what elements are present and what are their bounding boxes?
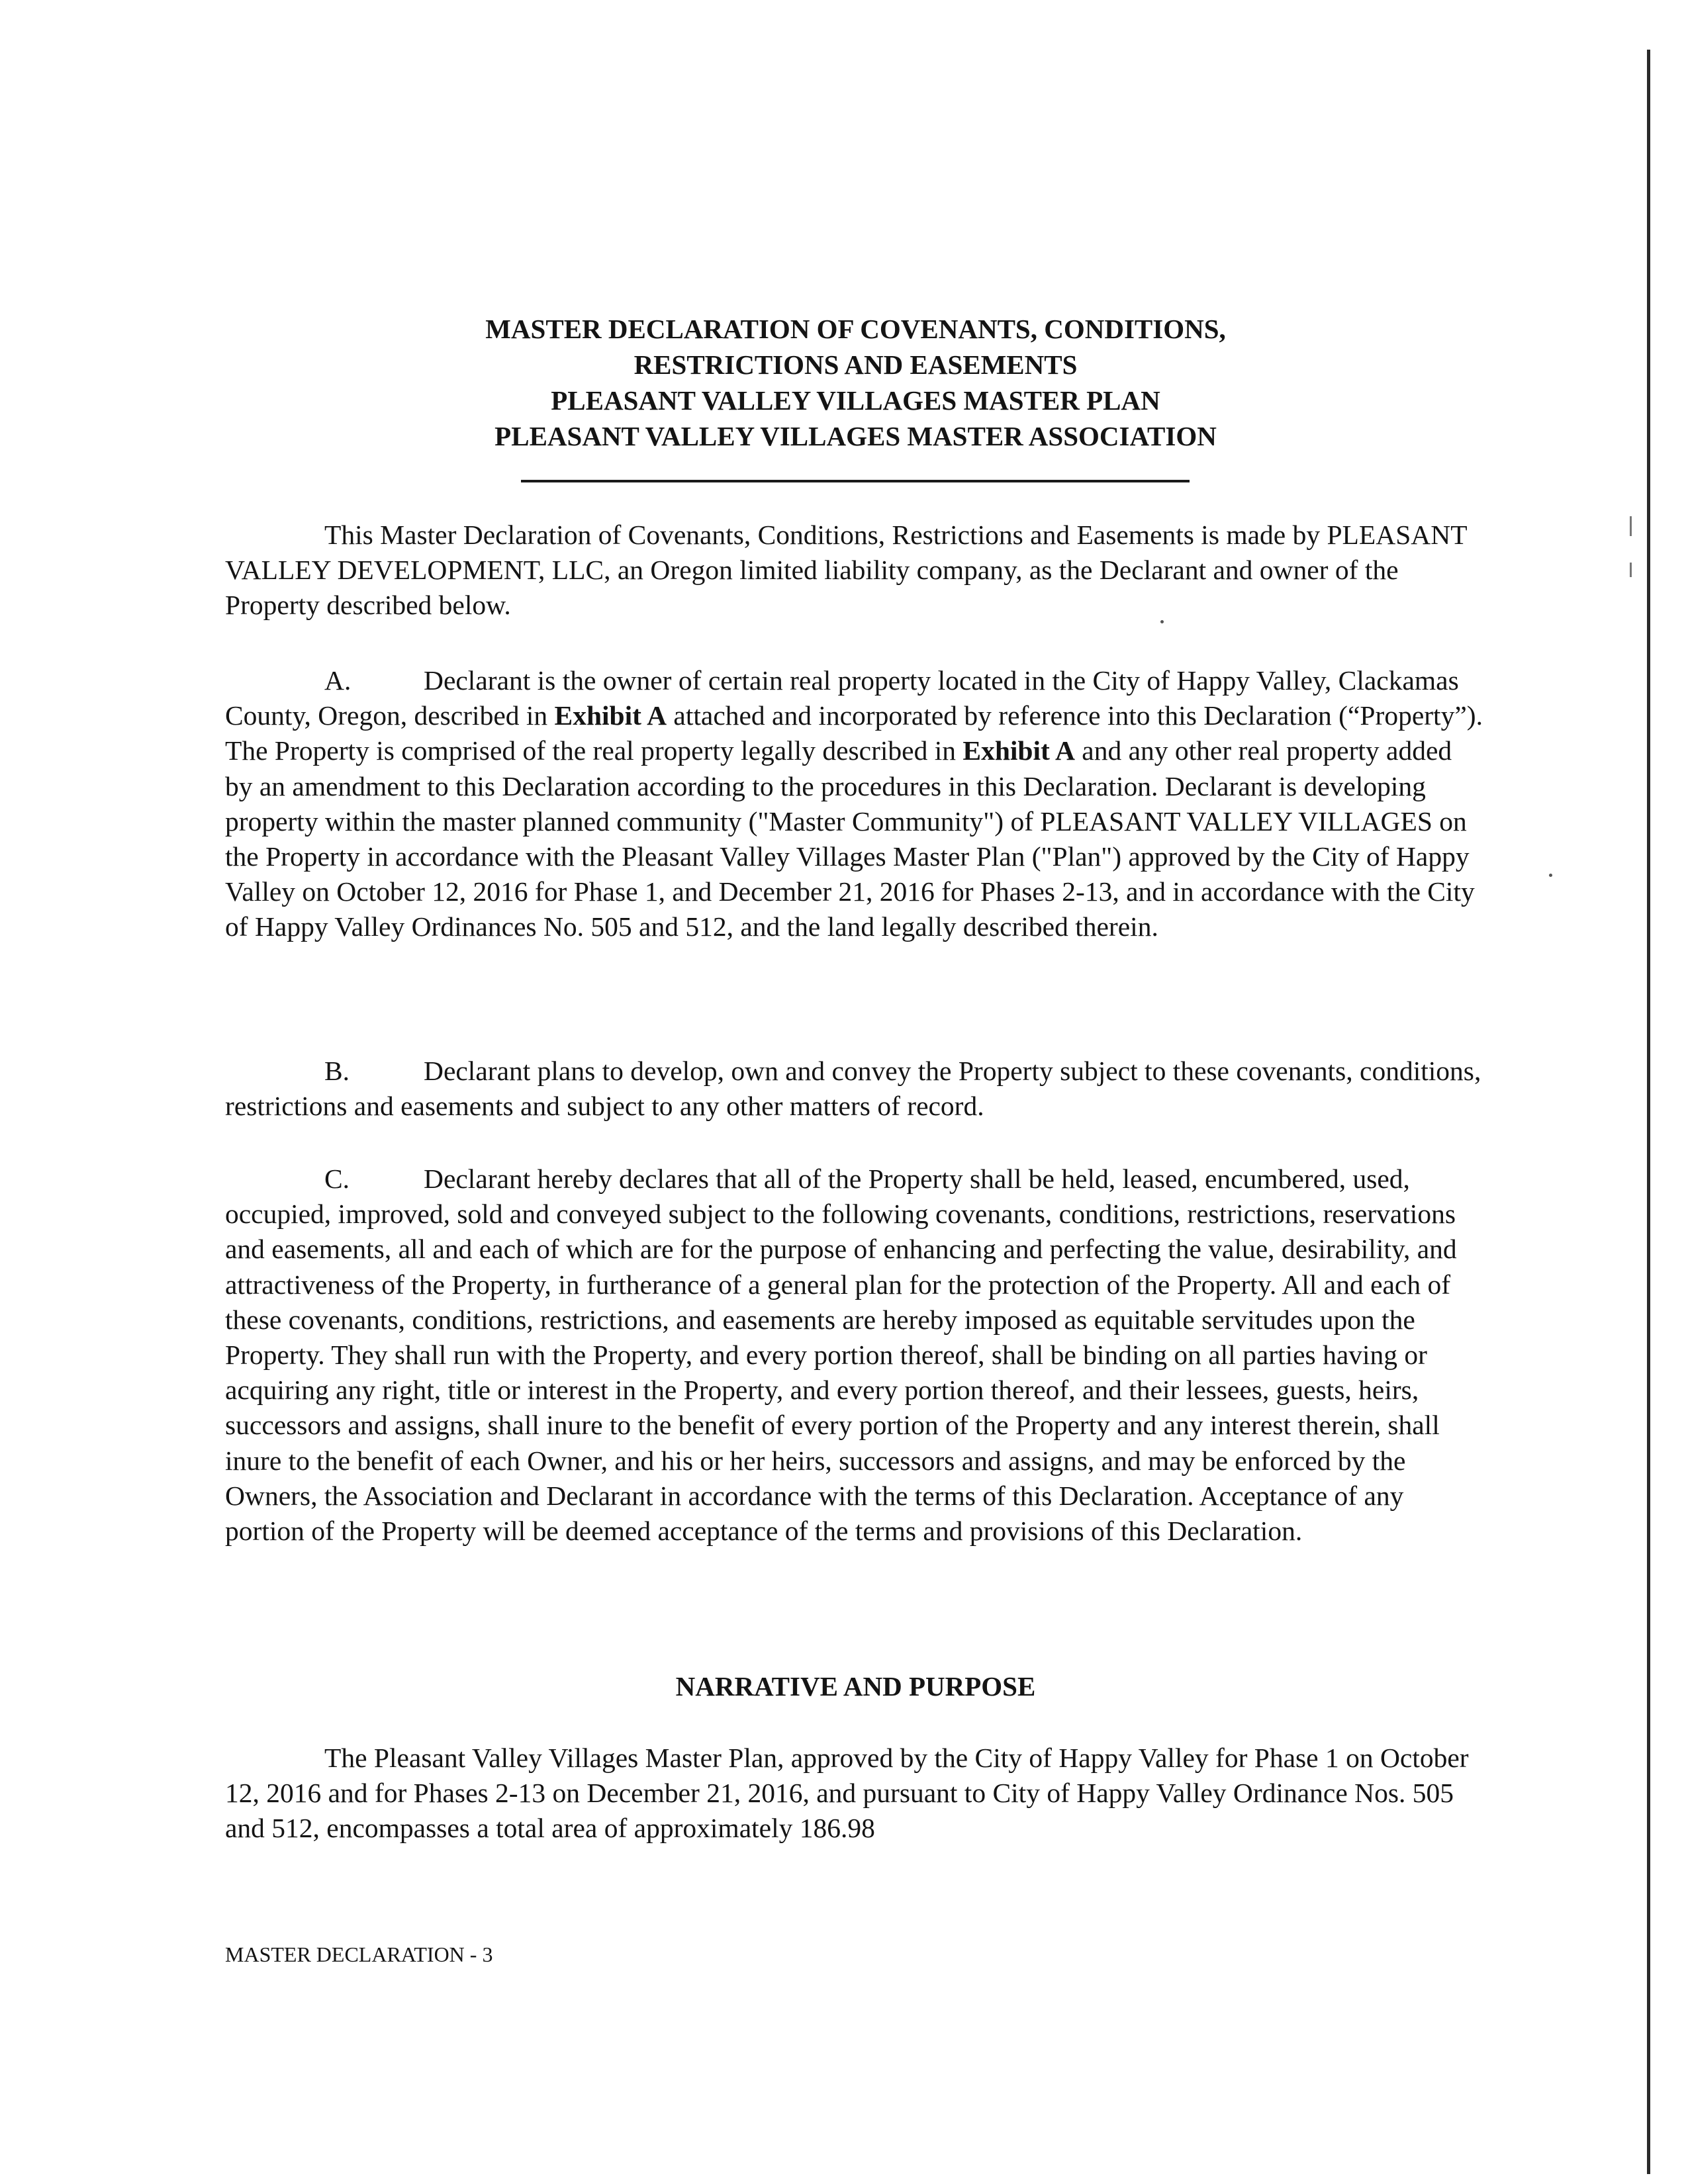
narrative-text: The Pleasant Valley Villages Master Plan, approved by the City of Happy Valley for Phase 1 on October 12, 2016 and for Phases 2-13 on December 21, 2016, and pursuant to City of Happy Valley Ordinance Nos. 505 and 512, encompasses a total area of approximately 186.98 xyxy=(225,1743,1469,1844)
recital-a-text: and any other real property added by an amendment to this Declaration according to the procedures in this Declaration. Declarant is developing property within the master planned community ("Master Community") of PLEASANT VALLEY VILLAGES on the Property in accordance with the Pleasant Valley Villages Master Plan ("Plan") approved by the City of Happy Valley on October 12, 2016 for Phase 1, and December 21, 2016 for Phases 2-13, and in accordance with the City of Happy Valley Ordinances No. 505 and 512, and the land legally described therein. xyxy=(225,735,1475,942)
scan-edge-line xyxy=(1647,50,1650,2174)
recital-c-text: Declarant hereby declares that all of the Property shall be held, leased, encumbered, used, occupied, improved, sold and conveyed subject to the following covenants, conditions, restrictions, reservations and easements, all and each of which are for the purpose of enhancing and perfecting the value, desirability, and attractiveness of the Property, in furtherance of a general plan for the protection of the Property. All and each of these covenants, conditions, restrictions, and easements are hereby imposed as equitable servitudes upon the Property. They shall run with the Property, and every portion thereof, shall be binding on all parties having or acquiring any right, title or interest in the Property, and every portion thereof, and their lessees, guests, heirs, successors and assigns, shall inure to the benefit of every portion of the Property and any interest therein, shall inure to the benefit of each Owner, and his or her heirs, successors and assigns, and may be enforced by the Owners, the Association and Declarant in accordance with the terms of this Declaration. Acceptance of any portion of the Property will be deemed acceptance of the terms and provisions of this Declaration. xyxy=(225,1163,1457,1547)
scan-speck xyxy=(1630,516,1632,536)
narrative-paragraph xyxy=(225,1741,1483,1846)
recital-b-text: Declarant plans to develop, own and convey the Property subject to these covenants, conditions, restrictions and easements and subject to any other matters of record. xyxy=(225,1056,1481,1122)
title-line: MASTER DECLARATION OF COVENANTS, CONDITIONS, xyxy=(485,314,1226,344)
intro-text: This Master Declaration of Covenants, Conditions, Restrictions and Easements is made by PLEASANT VALLEY DEVELOPMENT, LLC, an Oregon limited liability company, as the Declarant and owner of the Property described below. xyxy=(225,520,1467,621)
title-line: PLEASANT VALLEY VILLAGES MASTER PLAN xyxy=(551,385,1160,416)
title-underline-rule xyxy=(521,480,1190,482)
exhibit-reference: Exhibit A xyxy=(962,735,1075,766)
scan-speck xyxy=(1549,874,1552,877)
recital-label: B. xyxy=(324,1056,350,1086)
recital-label: A. xyxy=(324,665,352,696)
exhibit-reference: Exhibit A xyxy=(554,700,667,731)
intro-paragraph xyxy=(225,518,1483,623)
recital-a-text: attached and incorporated by reference into this Declaration (“Property”). The Property is comprised of the real property legally described in xyxy=(225,700,1483,766)
section-heading: NARRATIVE AND PURPOSE xyxy=(675,1671,1036,1702)
recital-a-text: Declarant is the owner of certain real property located in the City of Happy Valley, Clackamas County, Oregon, described in xyxy=(225,665,1459,731)
title-line: RESTRICTIONS AND EASEMENTS xyxy=(633,349,1078,380)
recital-b xyxy=(225,1054,1483,1124)
page-footer: MASTER DECLARATION - 3 xyxy=(225,1942,493,1966)
recital-label: C. xyxy=(324,1163,350,1194)
scan-speck xyxy=(1630,563,1632,577)
title-line: PLEASANT VALLEY VILLAGES MASTER ASSOCIATION xyxy=(494,421,1217,451)
recital-a xyxy=(225,663,1483,945)
recital-c xyxy=(225,1161,1483,1549)
document-title xyxy=(225,311,1486,454)
